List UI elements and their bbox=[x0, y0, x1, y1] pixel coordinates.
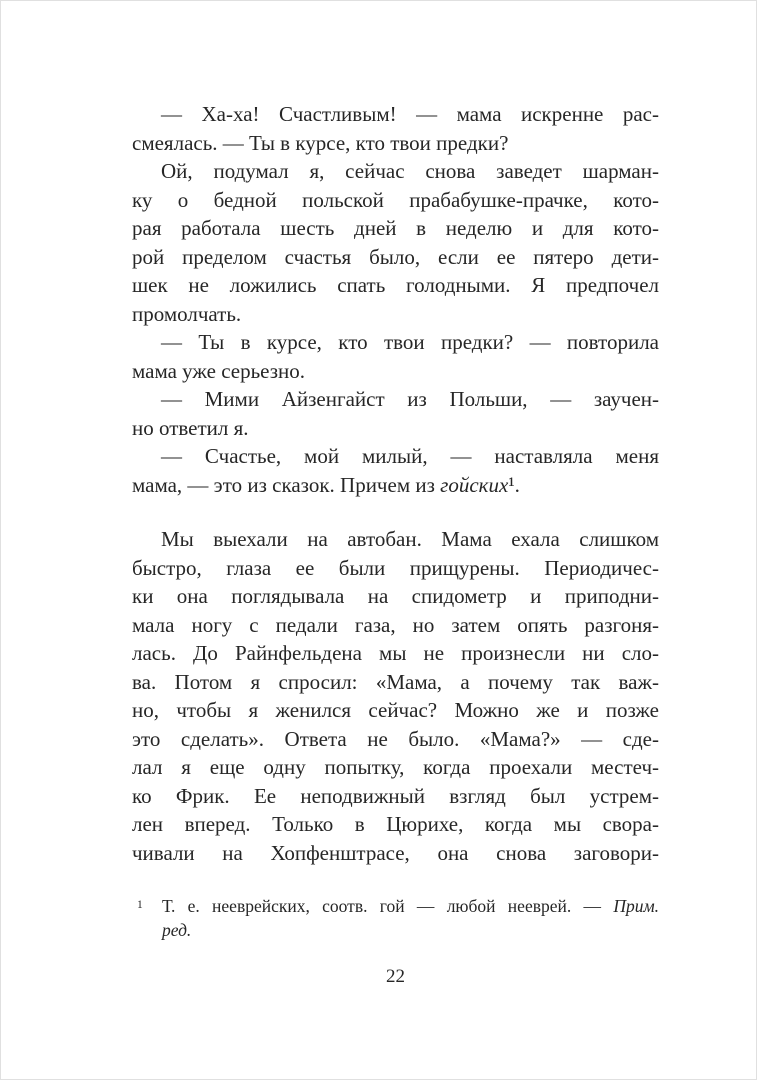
text-segment: Мы выехали на автобан. Мама ехала слишком bbox=[161, 527, 659, 551]
text-segment: лась. До Райнфельдена мы не произнесли ни сло- bbox=[132, 641, 659, 665]
text-segment: чивали на Хопфенштрасе, она снова заговори- bbox=[132, 840, 659, 865]
text-segment: Т. е. нееврейских, соотв. гой — любой нееврей. — bbox=[162, 896, 614, 916]
emphasized-text: ред. bbox=[162, 920, 192, 940]
text-line bbox=[132, 725, 659, 754]
text-line bbox=[132, 782, 659, 811]
text-line bbox=[132, 696, 659, 725]
text-segment: ¹. bbox=[508, 472, 520, 497]
text-line bbox=[132, 442, 659, 471]
text-segment: мала ногу с педали газа, но затем опять разгоня- bbox=[132, 612, 659, 637]
footnote-inner bbox=[132, 894, 659, 942]
paragraph bbox=[132, 157, 659, 328]
text-segment: — Счастье, мой милый, — наставляла меня bbox=[161, 444, 659, 468]
text-segment: — Мими Айзенгайст из Польши, — заучен- bbox=[161, 387, 659, 411]
text-line bbox=[132, 810, 659, 839]
text-line bbox=[132, 414, 659, 443]
text-segment: Ой, подумал я, сейчас снова заведет шарман- bbox=[161, 159, 659, 183]
paragraph bbox=[132, 385, 659, 442]
text-segment: но ответил я. bbox=[132, 415, 249, 440]
paragraph bbox=[132, 525, 659, 867]
paragraph bbox=[132, 100, 659, 157]
text-segment: рой пределом счастья было, если ее пятеро дети- bbox=[132, 244, 659, 269]
text-line bbox=[132, 186, 659, 215]
text-segment: мама уже серьезно. bbox=[132, 358, 306, 383]
text-line bbox=[132, 100, 659, 129]
text-line bbox=[132, 385, 659, 414]
text-line bbox=[132, 582, 659, 611]
text-segment: ко Фрик. Ее неподвижный взгляд был устрем- bbox=[132, 783, 659, 808]
emphasized-text: гойских bbox=[440, 472, 509, 497]
text-segment: ку о бедной польской прабабушке-прачке, кото- bbox=[132, 187, 659, 212]
paragraph bbox=[132, 442, 659, 499]
page-number: 22 bbox=[386, 966, 405, 987]
text-line bbox=[132, 554, 659, 583]
text-segment: смеялась. — Ты в курсе, кто твои предки? bbox=[132, 130, 509, 155]
footnote-text bbox=[162, 894, 659, 942]
footnote-line bbox=[162, 918, 659, 942]
text-line bbox=[132, 271, 659, 300]
text-segment: — Ха-ха! Счастливым! — мама искренне рас- bbox=[161, 102, 659, 126]
text-line bbox=[132, 753, 659, 782]
text-line bbox=[132, 611, 659, 640]
text-line bbox=[132, 214, 659, 243]
text-line bbox=[132, 300, 659, 329]
text-line bbox=[132, 157, 659, 186]
text-segment: это сделать». Ответа не было. «Мама?» — сде- bbox=[132, 726, 659, 751]
paragraph bbox=[132, 328, 659, 385]
body-text bbox=[132, 100, 659, 867]
text-segment: шек не ложились спать голодными. Я предпочел bbox=[132, 273, 659, 297]
text-segment: — Ты в курсе, кто твои предки? — повторила bbox=[161, 330, 659, 354]
text-line bbox=[132, 243, 659, 272]
text-segment: лен вперед. Только в Цюрихе, когда мы свора- bbox=[132, 812, 659, 836]
text-segment: ва. Потом я спросил: «Мама, а почему так важ- bbox=[132, 669, 659, 694]
footnote-line bbox=[162, 894, 659, 918]
text-segment: лал я еще одну попытку, когда проехали местеч- bbox=[132, 755, 659, 779]
text-line bbox=[132, 129, 659, 158]
text-line bbox=[132, 639, 659, 668]
text-line bbox=[132, 328, 659, 357]
text-line bbox=[132, 839, 659, 868]
text-line bbox=[132, 525, 659, 554]
footnote-marker: 1 bbox=[137, 899, 143, 911]
text-segment: быстро, глаза ее были прищурены. Периодичес- bbox=[132, 555, 659, 580]
text-line bbox=[132, 471, 659, 500]
text-line bbox=[132, 668, 659, 697]
text-segment: рая работала шесть дней в неделю и для кото- bbox=[132, 216, 659, 240]
footnote bbox=[132, 894, 659, 942]
text-segment: но, чтобы я женился сейчас? Можно же и позже bbox=[132, 698, 659, 722]
text-segment: мама, — это из сказок. Причем из bbox=[132, 472, 441, 497]
emphasized-text: Прим. bbox=[613, 896, 659, 916]
text-segment: ки она поглядывала на спидометр и приподни- bbox=[132, 584, 659, 608]
text-line bbox=[132, 357, 659, 386]
text-segment: промолчать. bbox=[132, 301, 242, 326]
